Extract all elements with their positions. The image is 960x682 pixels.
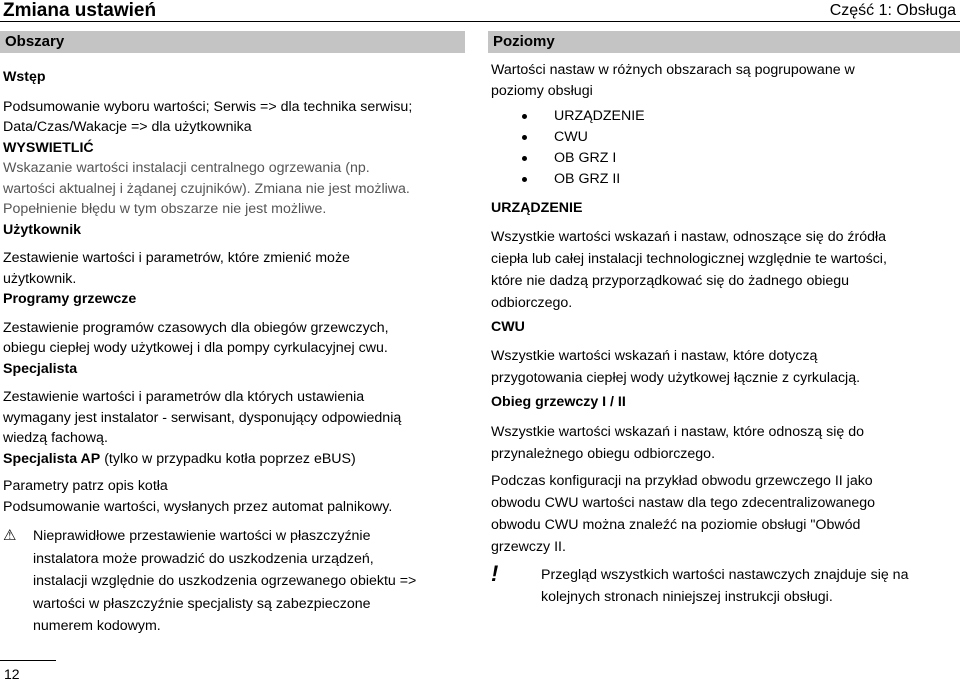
display-line: Wskazanie wartości instalacji centralnego ogrzewania (np. <box>3 160 370 176</box>
footer-rule <box>0 660 56 661</box>
example-line: obwodu CWU można znaleźć na poziomie obsługi "Obwód <box>491 516 861 533</box>
specialist-line: wiedzą fachową. <box>3 430 108 446</box>
levels-intro-line: Wartości nastaw w różnych obszarach są pogrupowane w <box>491 62 855 78</box>
left-column <box>3 67 468 638</box>
exclamation-icon: ! <box>491 560 499 586</box>
device-line: Wszystkie wartości wskazań i nastaw, odnoszące się do źródła <box>491 228 887 245</box>
specialist-ap-heading: Specjalista AP <box>3 450 101 467</box>
page-number: 12 <box>4 666 20 682</box>
circuit-line: Wszystkie wartości wskazań i nastaw, które odnoszą się do <box>491 423 864 440</box>
warning-line: numerem kodowym. <box>33 618 161 634</box>
specialist-line: Zestawienie wartości i parametrów dla których ustawienia <box>3 389 365 405</box>
levels-bar: Poziomy <box>488 31 960 53</box>
intro-heading: Wstęp <box>3 69 46 85</box>
intro-line: Data/Czas/Wakacje => dla użytkownika <box>3 119 252 135</box>
user-heading: Użytkownik <box>3 221 82 238</box>
circuit-line: przynależnego obiegu odbiorczego. <box>491 445 716 462</box>
warning-icon: ⚠ <box>3 527 17 544</box>
note-line: kolejnych stronach niniejszej instrukcji obsługi. <box>541 588 833 605</box>
levels-intro-line: poziomy obsługi <box>491 82 593 99</box>
burner-summary-text: Podsumowanie wartości, wysłanych przez automat palnikowy. <box>3 498 393 515</box>
example-line: obwodu CWU wartości nastaw dla tego zdecentralizowanego <box>491 494 876 511</box>
info-note <box>491 560 960 608</box>
user-line: Zestawienie wartości i parametrów, które zmienić może <box>3 250 350 266</box>
cwu-line: przygotowania ciepłej wody użytkowej łącznie z cyrkulacją. <box>491 370 861 386</box>
warning-line: instalatora może prowadzić do uszkodzenia urządzeń, <box>33 550 374 567</box>
device-line: ciepła lub całej instalacji technologicznej względnie te wartości, <box>491 250 887 267</box>
page-title: Zmiana ustawień <box>3 0 157 21</box>
level-item: OB GRZ I <box>491 148 960 169</box>
programs-line: obiegu ciepłej wody użytkowej i dla pompy cyrkulacyjnej cwu. <box>3 340 388 356</box>
display-line: wartości aktualnej i żądanej czujników). Zmiana nie jest możliwa. <box>3 180 410 197</box>
example-line: Podczas konfiguracji na przykład obwodu grzewczego II jako <box>491 472 873 489</box>
boiler-params-text: Parametry patrz opis kotła <box>3 478 168 494</box>
display-heading: WYSWIETLIĆ <box>3 139 94 156</box>
header-rule <box>0 21 960 22</box>
device-line: odbiorczego. <box>491 294 573 311</box>
specialist-heading: Specjalista <box>3 360 78 377</box>
warning-note <box>3 525 468 638</box>
specialist-line: wymagany jest instalator - serwisant, dysponujący odpowiednią <box>3 409 402 426</box>
level-item: URZĄDZENIE <box>491 106 960 127</box>
section-label: Część 1: Obsługa <box>829 2 956 19</box>
areas-bar: Obszary <box>0 31 465 53</box>
levels-list <box>491 106 960 190</box>
warning-line: instalacji względnie do uszkodzenia ogrzewanego obiektu => <box>33 573 417 589</box>
device-heading: URZĄDZENIE <box>491 200 583 216</box>
user-line: użytkownik. <box>3 270 77 287</box>
cwu-line: Wszystkie wartości wskazań i nastaw, które dotyczą <box>491 348 818 364</box>
specialist-ap-line <box>3 449 468 470</box>
programs-line: Zestawienie programów czasowych dla obiegów grzewczych, <box>3 319 389 336</box>
level-item: CWU <box>491 127 960 148</box>
cwu-heading: CWU <box>491 318 525 335</box>
right-column <box>491 60 960 608</box>
circuit-heading: Obieg grzewczy I / II <box>491 394 626 410</box>
specialist-ap-note: (tylko w przypadku kotła poprzez eBUS) <box>100 450 356 467</box>
note-text <box>541 564 908 608</box>
intro-line: Podsumowanie wyboru wartości; Serwis => dla technika serwisu; <box>3 98 413 115</box>
level-item: OB GRZ II <box>491 169 960 190</box>
warning-line: wartości w płaszczyźnie specjalisty są zabezpieczone <box>33 595 371 612</box>
warning-line: Nieprawidłowe przestawienie wartości w płaszczyźnie <box>33 528 371 544</box>
note-line: Przegląd wszystkich wartości nastawczych znajduje się na <box>541 566 909 583</box>
device-line: które nie dadzą przyporządkować się do żadnego obiegu <box>491 272 850 289</box>
example-line: grzewczy II. <box>491 538 566 555</box>
warning-text <box>33 525 416 638</box>
display-line: Popełnienie błędu w tym obszarze nie jest możliwe. <box>3 201 327 217</box>
programs-heading: Programy grzewcze <box>3 291 137 307</box>
